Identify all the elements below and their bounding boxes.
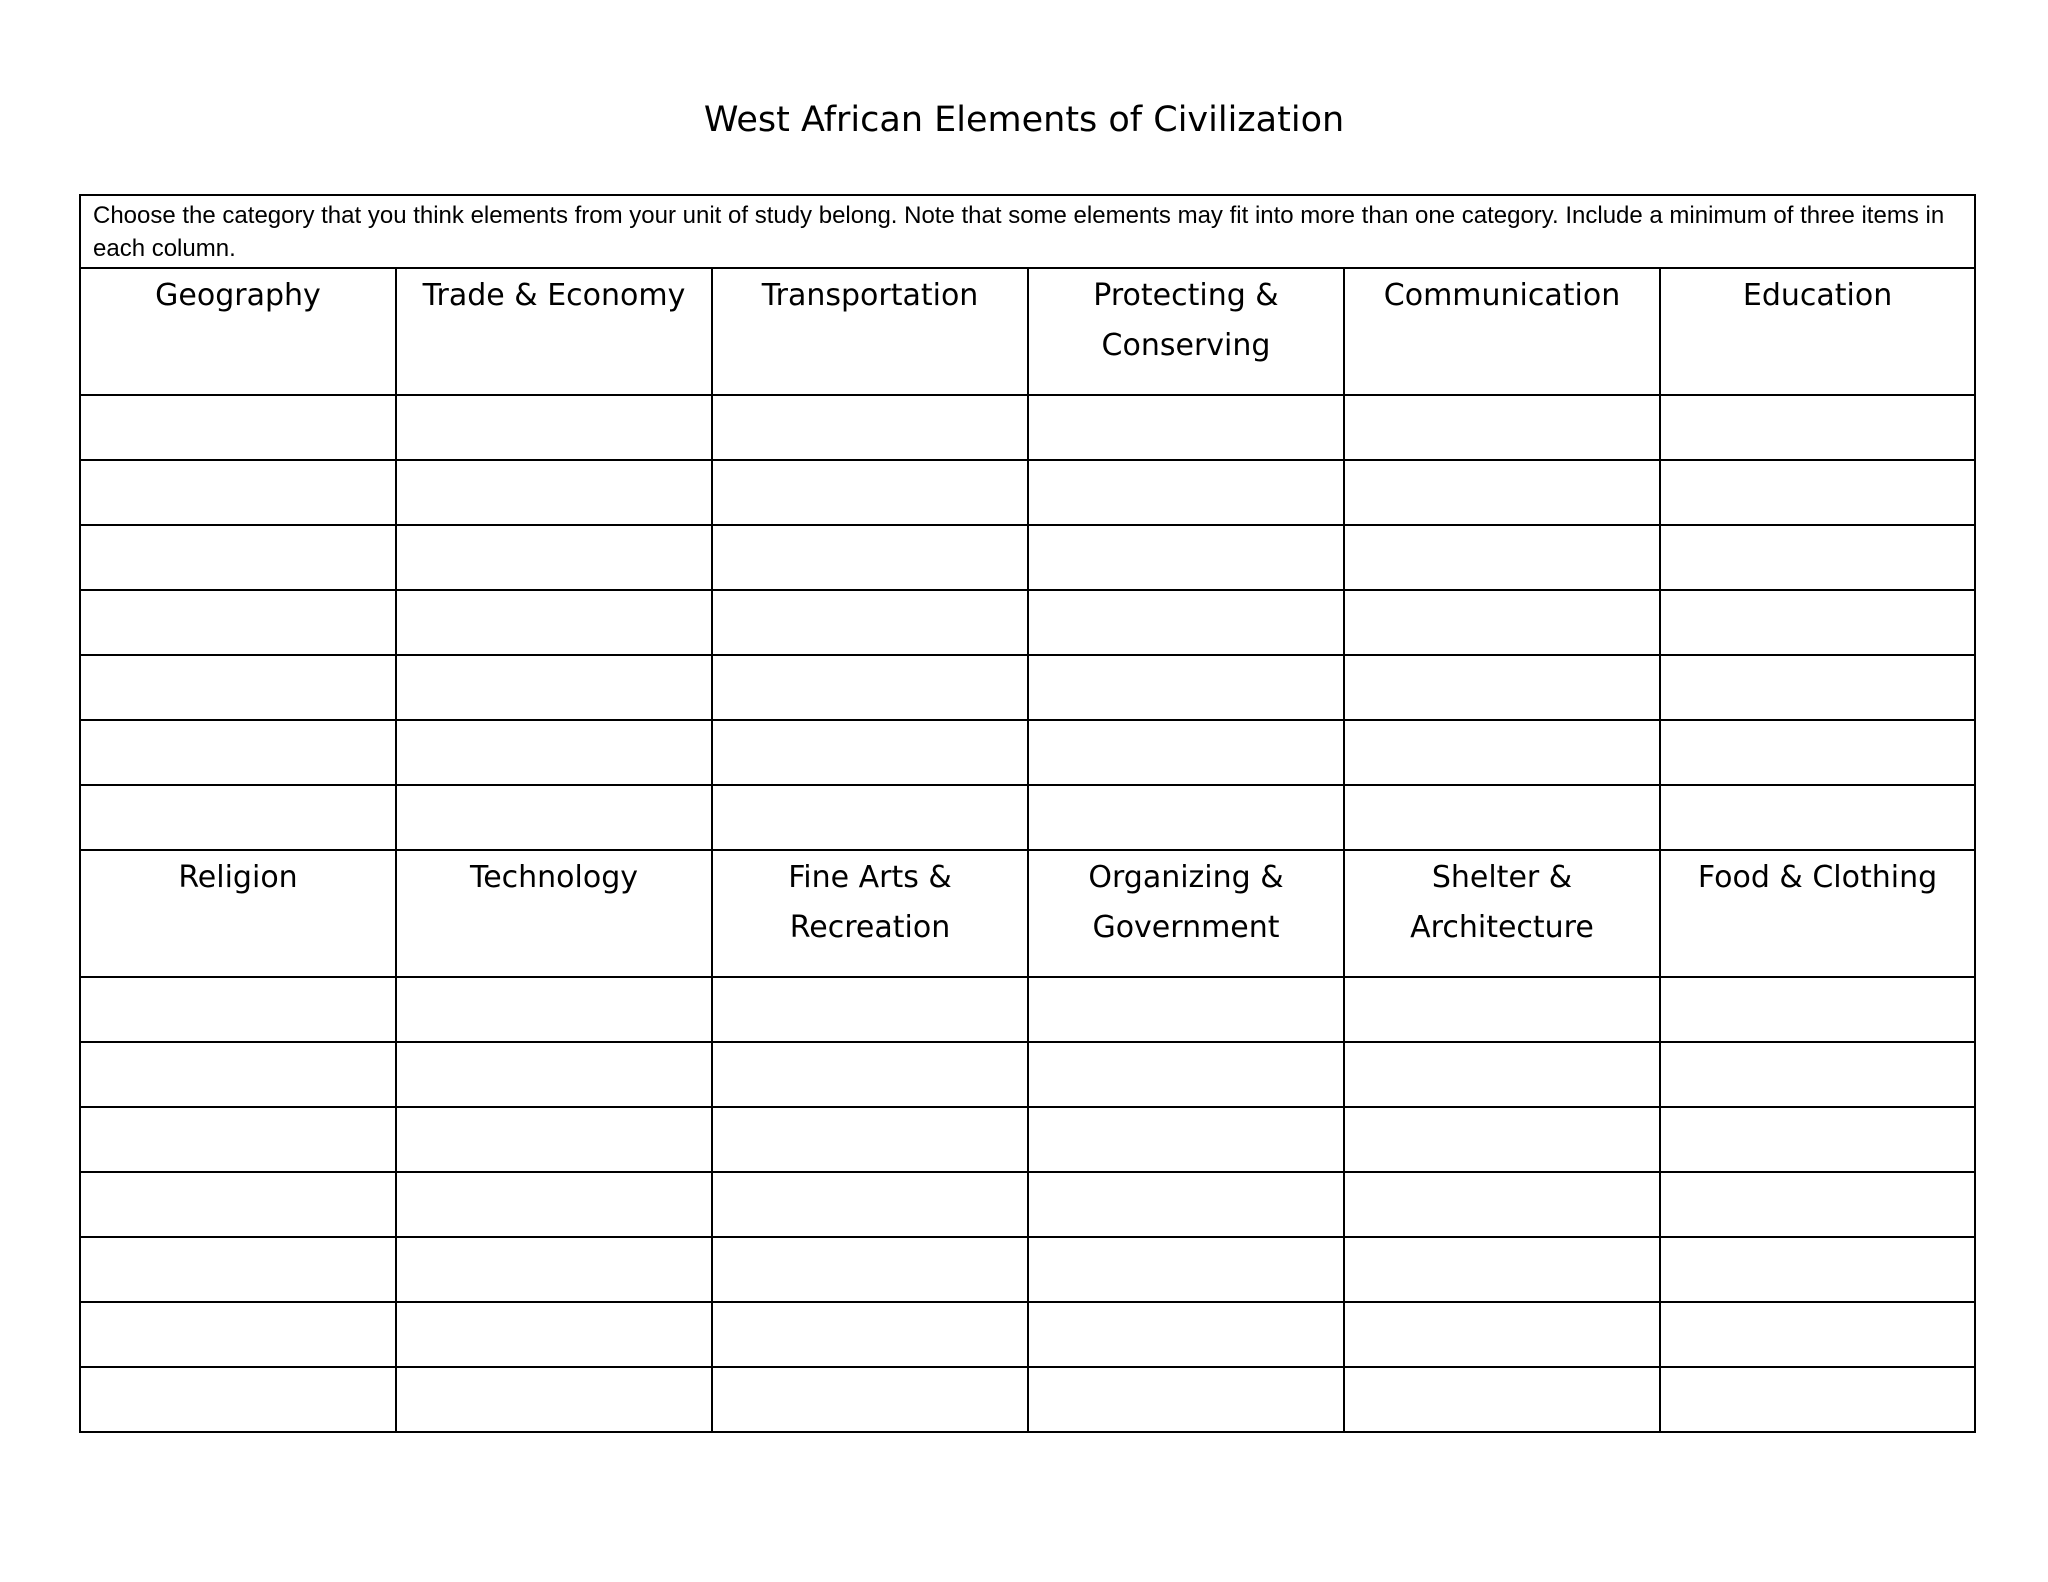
instructions-text: Choose the category that you think elements from your unit of study belong. Note that some elements may fit into more than one category. Include a minimum of three items in each column. (80, 195, 1975, 268)
category-trade-economy: Trade & Economy (396, 268, 712, 395)
category-protecting-conserving: Protecting & Conserving (1028, 268, 1344, 395)
blank-cell[interactable] (396, 525, 712, 590)
blank-cell[interactable] (712, 590, 1028, 655)
blank-cell[interactable] (80, 1172, 396, 1237)
blank-cell[interactable] (396, 1367, 712, 1432)
category-header-row-bottom (80, 850, 1975, 977)
category-geography: Geography (80, 268, 396, 395)
blank-cell[interactable] (396, 1237, 712, 1302)
blank-cell[interactable] (80, 1042, 396, 1107)
blank-cell[interactable] (1344, 395, 1660, 460)
blank-cell[interactable] (396, 1172, 712, 1237)
blank-cell[interactable] (1344, 1172, 1660, 1237)
blank-cell[interactable] (1660, 1172, 1975, 1237)
blank-cell[interactable] (1344, 1302, 1660, 1367)
blank-cell[interactable] (1028, 720, 1344, 785)
blank-cell[interactable] (1028, 1237, 1344, 1302)
blank-cell[interactable] (1028, 1107, 1344, 1172)
blank-cell[interactable] (1660, 1107, 1975, 1172)
blank-cell[interactable] (1028, 1172, 1344, 1237)
blank-cell[interactable] (712, 1302, 1028, 1367)
blank-cell[interactable] (1028, 1367, 1344, 1432)
category-shelter-architecture: Shelter & Architecture (1344, 850, 1660, 977)
blank-cell[interactable] (80, 525, 396, 590)
blank-cell[interactable] (1028, 460, 1344, 525)
blank-cell[interactable] (80, 977, 396, 1042)
blank-cell[interactable] (712, 395, 1028, 460)
blank-cell[interactable] (80, 720, 396, 785)
blank-cell[interactable] (1660, 460, 1975, 525)
blank-cell[interactable] (712, 1237, 1028, 1302)
blank-row (80, 785, 1975, 850)
page-title: West African Elements of Civilization (703, 100, 1345, 140)
blank-cell[interactable] (1660, 525, 1975, 590)
blank-cell[interactable] (80, 1237, 396, 1302)
blank-cell[interactable] (80, 460, 396, 525)
blank-cell[interactable] (1660, 720, 1975, 785)
blank-cell[interactable] (1344, 460, 1660, 525)
blank-cell[interactable] (396, 785, 712, 850)
instructions-row (80, 195, 1975, 268)
blank-cell[interactable] (1344, 1237, 1660, 1302)
blank-cell[interactable] (1344, 1367, 1660, 1432)
category-technology: Technology (396, 850, 712, 977)
blank-cell[interactable] (396, 395, 712, 460)
blank-cell[interactable] (1660, 1367, 1975, 1432)
category-transportation: Transportation (712, 268, 1028, 395)
blank-row (80, 590, 1975, 655)
blank-row (80, 720, 1975, 785)
blank-cell[interactable] (1660, 395, 1975, 460)
blank-cell[interactable] (396, 977, 712, 1042)
blank-cell[interactable] (396, 655, 712, 720)
blank-cell[interactable] (712, 977, 1028, 1042)
blank-cell[interactable] (712, 1172, 1028, 1237)
blank-cell[interactable] (396, 460, 712, 525)
blank-cell[interactable] (1344, 977, 1660, 1042)
blank-row (80, 1172, 1975, 1237)
blank-cell[interactable] (712, 1107, 1028, 1172)
blank-cell[interactable] (396, 590, 712, 655)
blank-cell[interactable] (1028, 590, 1344, 655)
blank-cell[interactable] (80, 785, 396, 850)
blank-cell[interactable] (712, 1042, 1028, 1107)
blank-row (80, 1237, 1975, 1302)
blank-cell[interactable] (1344, 655, 1660, 720)
blank-cell[interactable] (1028, 785, 1344, 850)
blank-cell[interactable] (80, 655, 396, 720)
category-fine-arts-recreation: Fine Arts & Recreation (712, 850, 1028, 977)
category-organizing-government: Organizing & Government (1028, 850, 1344, 977)
blank-cell[interactable] (1028, 525, 1344, 590)
blank-cell[interactable] (1344, 1107, 1660, 1172)
blank-cell[interactable] (1660, 590, 1975, 655)
blank-cell[interactable] (396, 1107, 712, 1172)
blank-cell[interactable] (1344, 1042, 1660, 1107)
blank-row (80, 460, 1975, 525)
category-communication: Communication (1344, 268, 1660, 395)
blank-cell[interactable] (80, 1107, 396, 1172)
blank-cell[interactable] (712, 655, 1028, 720)
blank-cell[interactable] (1660, 1302, 1975, 1367)
blank-cell[interactable] (1028, 655, 1344, 720)
blank-cell[interactable] (1660, 655, 1975, 720)
blank-cell[interactable] (396, 1302, 712, 1367)
blank-cell[interactable] (1028, 1042, 1344, 1107)
blank-cell[interactable] (80, 1367, 396, 1432)
blank-row (80, 1042, 1975, 1107)
blank-cell[interactable] (1344, 720, 1660, 785)
blank-cell[interactable] (80, 1302, 396, 1367)
blank-row (80, 1107, 1975, 1172)
blank-cell[interactable] (80, 395, 396, 460)
worksheet-table (79, 194, 1976, 1433)
blank-cell[interactable] (1660, 977, 1975, 1042)
blank-cell[interactable] (1028, 977, 1344, 1042)
blank-cell[interactable] (712, 460, 1028, 525)
blank-row (80, 655, 1975, 720)
blank-cell[interactable] (1344, 785, 1660, 850)
blank-cell[interactable] (1660, 785, 1975, 850)
blank-cell[interactable] (1344, 590, 1660, 655)
blank-row (80, 1302, 1975, 1367)
blank-cell[interactable] (712, 720, 1028, 785)
blank-row (80, 525, 1975, 590)
category-header-row-top (80, 268, 1975, 395)
category-food-clothing: Food & Clothing (1660, 850, 1975, 977)
blank-cell[interactable] (1660, 1237, 1975, 1302)
category-religion: Religion (80, 850, 396, 977)
blank-cell[interactable] (712, 785, 1028, 850)
blank-cell[interactable] (396, 1042, 712, 1107)
blank-cell[interactable] (1660, 1042, 1975, 1107)
blank-cell[interactable] (712, 1367, 1028, 1432)
blank-row (80, 977, 1975, 1042)
blank-cell[interactable] (712, 525, 1028, 590)
blank-cell[interactable] (1344, 525, 1660, 590)
blank-row (80, 395, 1975, 460)
blank-row (80, 1367, 1975, 1432)
blank-cell[interactable] (1028, 395, 1344, 460)
blank-cell[interactable] (80, 590, 396, 655)
blank-cell[interactable] (396, 720, 712, 785)
blank-cell[interactable] (1028, 1302, 1344, 1367)
category-education: Education (1660, 268, 1975, 395)
